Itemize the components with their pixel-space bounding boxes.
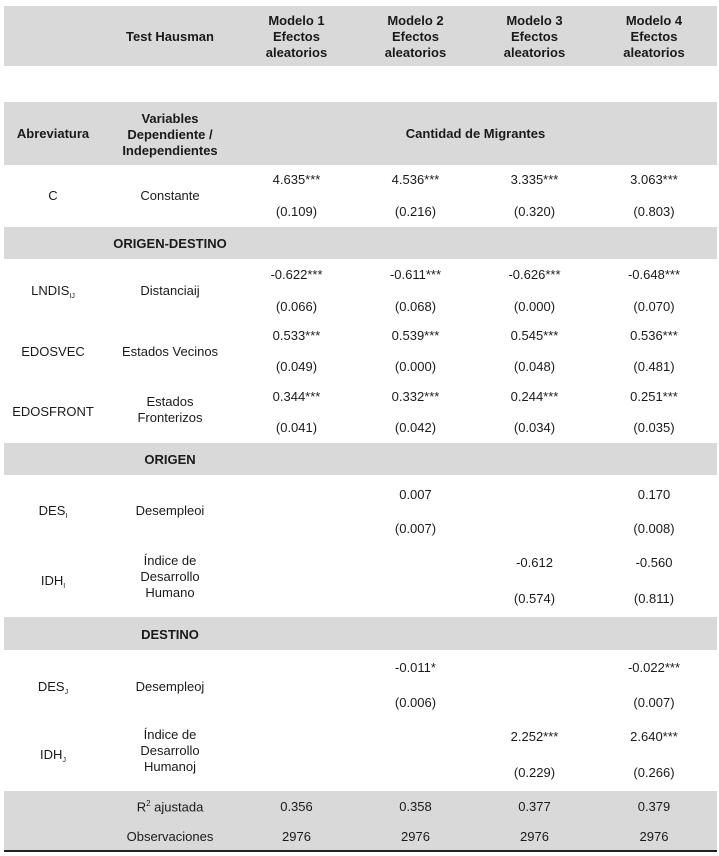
row-idhi-se-4: (0.811) bbox=[633, 591, 675, 606]
row-edosfront-se-4: (0.035) bbox=[633, 420, 675, 435]
row-c-se-3: (0.320) bbox=[513, 204, 556, 219]
observations-value-3: 2976 bbox=[520, 829, 549, 844]
row-edosvec-se-4: (0.481) bbox=[633, 359, 675, 374]
row-lndis-se-2: (0.068) bbox=[394, 299, 437, 314]
row-lndis-se-4: (0.070) bbox=[633, 299, 675, 314]
r2-value-3: 0.377 bbox=[518, 799, 551, 814]
section-destino: DESTINO bbox=[141, 627, 199, 642]
row-edosvec-coef-4: 0.536*** bbox=[630, 328, 678, 343]
row-c-coef-3: 3.335*** bbox=[510, 172, 559, 187]
row-edosfront-abbr: EDOSFRONT bbox=[12, 404, 94, 419]
row-edosvec-se-2: (0.000) bbox=[394, 359, 437, 374]
row-edosfront-se-2: (0.042) bbox=[394, 420, 437, 435]
row-edosfront-coef-2: 0.332*** bbox=[391, 389, 440, 404]
row-c-name: Constante bbox=[140, 188, 200, 203]
row-desj-se-4: (0.007) bbox=[633, 695, 675, 710]
row-c-coef-1: 4.635*** bbox=[272, 172, 321, 187]
observations-value-4: 2976 bbox=[639, 829, 669, 844]
row-edosfront-se-3: (0.034) bbox=[513, 420, 556, 435]
row-idhj-coef-3: 2.252*** bbox=[510, 729, 559, 744]
r2-value-2: 0.358 bbox=[399, 799, 432, 814]
row-idhi-name: Índice de Desarrollo Humano bbox=[140, 553, 200, 600]
row-c-se-1: (0.109) bbox=[275, 204, 318, 219]
observations-value-1: 2976 bbox=[282, 829, 311, 844]
row-idhi-coef-3: -0.612 bbox=[516, 555, 553, 570]
row-idhi-coef-4: -0.560 bbox=[635, 555, 673, 570]
row-c-coef-4: 3.063*** bbox=[630, 172, 678, 187]
row-lndis-coef-4: -0.648*** bbox=[627, 267, 681, 282]
row-desi-coef-4: 0.170 bbox=[637, 487, 671, 502]
r2-label: $R^2$ ajustada bbox=[136, 799, 204, 815]
test-hausman-label: Test Hausman bbox=[126, 29, 214, 44]
dependent-variable-label: Cantidad de Migrantes bbox=[405, 126, 546, 141]
row-idhj-coef-4: 2.640*** bbox=[630, 729, 678, 744]
section-origen: ORIGEN bbox=[144, 452, 196, 467]
row-edosvec-se-1: (0.049) bbox=[275, 359, 318, 374]
row-edosfront-name: Estados Fronterizos bbox=[137, 394, 203, 425]
row-edosfront-se-1: (0.041) bbox=[275, 420, 318, 435]
row-idhj-abbr: $IDH_J$ bbox=[40, 747, 66, 764]
row-edosvec-coef-1: 0.533*** bbox=[272, 328, 321, 343]
row-edosvec-se-3: (0.048) bbox=[513, 359, 556, 374]
row-idhi-se-3: (0.574) bbox=[513, 591, 556, 606]
row-desi-abbr: $DES_I$ bbox=[38, 503, 68, 520]
row-c-abbr: C bbox=[48, 188, 58, 203]
row-lndis-coef-2: -0.611*** bbox=[389, 267, 442, 282]
row-desi-name: Desempleoi bbox=[135, 503, 205, 518]
model-3-header: Modelo 3 Efectos aleatorios bbox=[503, 13, 566, 60]
model-1-header: Modelo 1 Efectos aleatorios bbox=[265, 13, 328, 60]
row-idhj-name: Índice de Desarrollo Humanoj bbox=[140, 727, 200, 774]
row-lndis-coef-1: -0.622*** bbox=[270, 267, 323, 282]
row-lndis-name: Distanciaij bbox=[140, 283, 200, 298]
observations-label: Observaciones bbox=[126, 829, 214, 844]
row-desj-abbr: $DES_J$ bbox=[37, 679, 69, 696]
row-edosvec-abbr: EDOSVEC bbox=[21, 344, 85, 359]
model-2-header: Modelo 2 Efectos aleatorios bbox=[384, 13, 447, 60]
row-desi-se-2: (0.007) bbox=[394, 521, 437, 536]
row-edosvec-coef-2: 0.539*** bbox=[391, 328, 440, 343]
row-desj-name: Desempleoj bbox=[135, 679, 205, 694]
section-origen-destino: ORIGEN-DESTINO bbox=[113, 236, 227, 251]
variables-column-header: Variables Dependiente / Independientes bbox=[122, 111, 218, 158]
row-idhi-abbr: $IDH_I$ bbox=[40, 573, 66, 590]
model-4-header: Modelo 4 Efectos aleatorios bbox=[623, 13, 685, 60]
r2-value-4: 0.379 bbox=[637, 799, 671, 814]
row-desj-coef-2: -0.011* bbox=[395, 660, 436, 675]
row-edosfront-coef-4: 0.251*** bbox=[630, 389, 678, 404]
row-desj-se-2: (0.006) bbox=[394, 695, 437, 710]
row-lndis-se-3: (0.000) bbox=[513, 299, 556, 314]
row-idhj-se-3: (0.229) bbox=[513, 765, 556, 780]
row-c-coef-2: 4.536*** bbox=[391, 172, 440, 187]
row-lndis-coef-3: -0.626*** bbox=[508, 267, 561, 282]
row-edosvec-coef-3: 0.545*** bbox=[510, 328, 559, 343]
row-lndis-se-1: (0.066) bbox=[275, 299, 318, 314]
row-desi-coef-2: 0.007 bbox=[399, 487, 432, 502]
row-c-se-2: (0.216) bbox=[394, 204, 437, 219]
row-desj-coef-4: -0.022*** bbox=[627, 660, 681, 675]
abbreviation-column-header: Abreviatura bbox=[16, 126, 90, 141]
row-edosfront-coef-3: 0.244*** bbox=[510, 389, 559, 404]
row-lndis-abbr: $LNDIS_{IJ}$ bbox=[31, 283, 75, 300]
r2-value-1: 0.356 bbox=[280, 799, 313, 814]
row-edosvec-name: Estados Vecinos bbox=[121, 344, 219, 359]
bottom-rule bbox=[4, 850, 717, 852]
row-idhj-se-4: (0.266) bbox=[633, 765, 675, 780]
row-c-se-4: (0.803) bbox=[633, 204, 675, 219]
row-edosfront-coef-1: 0.344*** bbox=[272, 389, 321, 404]
observations-value-2: 2976 bbox=[401, 829, 430, 844]
row-desi-se-4: (0.008) bbox=[633, 521, 675, 536]
